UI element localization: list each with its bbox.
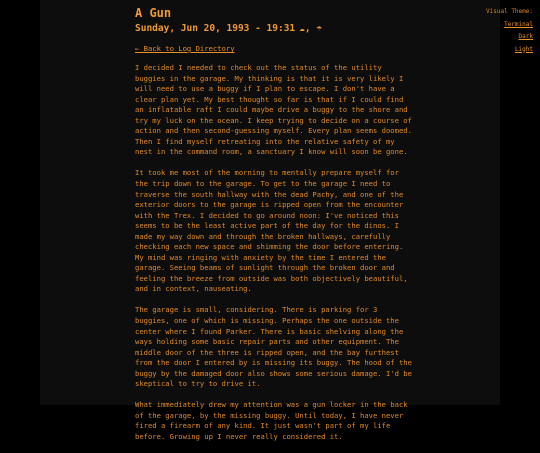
log-entry (135, 5, 427, 453)
entry-date: Sunday, Jun 20, 1993 - 19:31 (135, 23, 296, 34)
back-to-log-directory-link[interactable]: ← Back to Log Directory (135, 44, 235, 53)
entry-dateline (135, 23, 427, 35)
entry-title: A Gun (135, 6, 172, 20)
theme-switcher (486, 6, 533, 56)
theme-option-dark[interactable]: Dark (518, 33, 533, 40)
theme-label: Visual Theme: (486, 8, 533, 15)
theme-option-light[interactable]: Light (514, 45, 533, 53)
weather-icon: ☁︎, ☂︎ (299, 23, 323, 34)
entry-paragraph: The garage is small, considering. There is parking for 3 buggies, one of which is missing. Perhaps the one outside the center where I found Parker. There is basic shelving along the ways holding some basic repair parts and other equipment. The middle door of the three is ripped open, and the bay furthest from the door I entered by is missing its buggy. The hood of the buggy by the damaged door also shows some serious damage. I'd be skeptical to try to drive it. (135, 305, 412, 389)
entry-paragraph: What immediately drew my attention was a gun locker in the back of the garage, by the missing buggy. Until today, I have never fired a firearm of any kind. It just wasn't part of my life before. Growing up I never really considered it. (135, 400, 408, 441)
entry-body (135, 63, 427, 443)
entry-paragraph: I decided I needed to check out the status of the utility buggies in the garage. My thinking is that it is very likely I will need to use a buggy if I plan to escape. I don't have a clear plan yet. My best thought so far is that if I could find an inflatable raft I could maybe drive a buggy to the shore and try my luck on the ocean. I keep trying to decide on a course of action and then second-guessing myself. Every plan seems doomed. Then I find myself retreating into the relative safety of my nest in the command room, a sanctuary I know will soon be gone. (135, 63, 412, 157)
entry-paragraph: It took me most of the morning to mentally prepare myself for the trip down to the garage. To get to the garage I need to traverse the south hallway with the dead Pachy, and one of the exterior doors to the garage is ripped open from the encounter with the Trex. I decided to go around noon: I've noticed this seems to be the least active part of the day for the dinos. I made my way down and through the broken hallways, carefully checking each new space and shimming the door before entering. My mind was ringing with anxiety by the time I entered the garage. Seeing beams of sunlight through the broken door and feeling the breeze from outside was both objectively beautiful, and in context, nauseating. (135, 168, 408, 294)
log-entry-panel (40, 0, 500, 441)
theme-option-terminal[interactable]: Terminal (504, 20, 533, 28)
